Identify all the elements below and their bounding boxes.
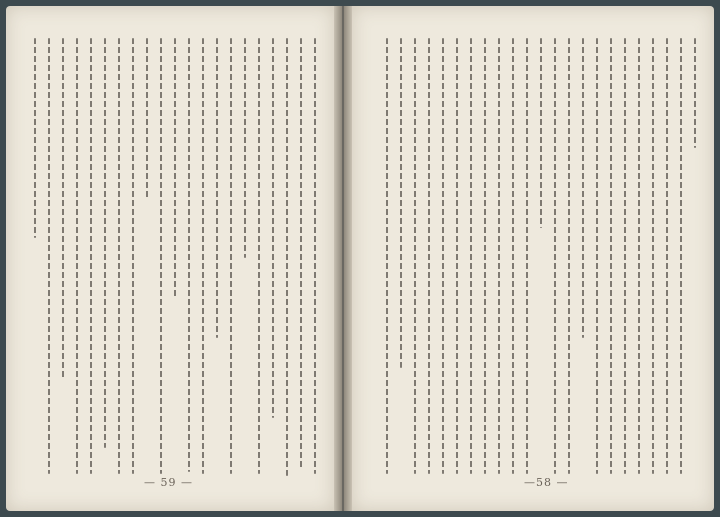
text-column <box>582 38 584 338</box>
text-column <box>216 38 218 338</box>
page-number: —58 — <box>524 476 569 489</box>
text-column <box>470 38 472 474</box>
text-column <box>400 38 402 368</box>
text-column <box>230 38 232 474</box>
text-column <box>34 38 36 238</box>
text-column <box>244 38 246 258</box>
text-column <box>666 38 668 474</box>
text-column <box>132 38 134 474</box>
text-column <box>174 38 176 298</box>
text-column <box>624 38 626 474</box>
right-page <box>352 6 714 511</box>
text-column <box>48 38 50 474</box>
text-column <box>272 38 274 418</box>
text-column <box>414 38 416 474</box>
text-column <box>694 38 696 148</box>
text-column <box>428 38 430 474</box>
text-column <box>76 38 78 474</box>
text-column <box>104 38 106 448</box>
page-number: — 59 — <box>144 476 193 489</box>
text-column <box>118 38 120 474</box>
text-column <box>146 38 148 198</box>
text-column <box>540 38 542 228</box>
text-column <box>610 38 612 474</box>
text-column <box>498 38 500 474</box>
text-column <box>62 38 64 378</box>
text-column <box>300 38 302 468</box>
text-column <box>314 38 316 474</box>
body-text-right <box>366 38 700 478</box>
book-gutter <box>334 6 352 511</box>
text-column <box>512 38 514 474</box>
text-column <box>456 38 458 474</box>
text-column <box>554 38 556 474</box>
text-column <box>596 38 598 474</box>
text-column <box>188 38 190 472</box>
text-column <box>638 38 640 474</box>
text-column <box>680 38 682 474</box>
text-column <box>526 38 528 474</box>
text-column <box>286 38 288 476</box>
text-column <box>568 38 570 474</box>
text-column <box>202 38 204 474</box>
text-column <box>258 38 260 474</box>
text-column <box>484 38 486 474</box>
text-column <box>90 38 92 474</box>
text-column <box>442 38 444 474</box>
text-column <box>652 38 654 474</box>
body-text-left <box>20 38 320 478</box>
left-page <box>6 6 334 511</box>
text-column <box>160 38 162 474</box>
text-column <box>386 38 388 474</box>
